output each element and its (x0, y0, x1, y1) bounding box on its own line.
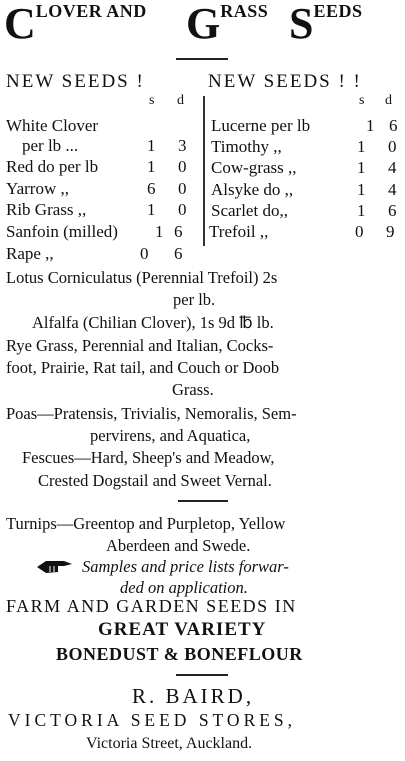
unit-s-left: s (149, 93, 155, 108)
left-item-s: 1 (155, 222, 164, 241)
unit-d-right: d (385, 93, 392, 108)
column-divider (203, 96, 205, 246)
left-item-s: 0 (140, 244, 149, 263)
left-item-name: Rape ,, (6, 244, 54, 263)
bonedust-line: BONEDUST & BONEFLOUR (56, 644, 303, 664)
right-item-name: Cow-grass ,, (211, 158, 297, 177)
title-rule (176, 58, 228, 60)
poas-line-1: Poas—Pratensis, Trivialis, Nemoralis, Sem- (6, 404, 297, 423)
left-item-s: 1 (147, 200, 156, 219)
left-item-d: 0 (178, 157, 187, 176)
farm-garden-line: FARM AND GARDEN SEEDS IN (6, 596, 297, 616)
samples-line-1: Samples and price lists forwar- (82, 557, 289, 576)
title-eeds: EEDS (313, 1, 363, 21)
lotus-line-1: Lotus Corniculatus (Perennial Trefoil) 2s (6, 268, 278, 287)
right-item-name: Timothy ,, (211, 137, 282, 156)
right-item-d: 6 (388, 201, 397, 220)
left-item-name: White Clover (6, 116, 99, 135)
unit-d-left: d (177, 93, 184, 108)
left-item-name: Sanfoin (milled) (6, 222, 118, 241)
fescues-line-2: Crested Dogstail and Sweet Vernal. (38, 471, 272, 490)
right-item-s: 1 (357, 158, 366, 177)
left-item-name: Rib Grass ,, (6, 200, 87, 219)
left-item-d: 6 (174, 222, 183, 241)
right-item-name: Alsyke do ,, (211, 180, 294, 199)
new-seeds-right: NEW SEEDS ! ! (208, 71, 362, 92)
right-item-d: 4 (388, 180, 397, 199)
lotus-line-2: per lb. (173, 290, 216, 309)
right-item-s: 1 (357, 137, 366, 156)
right-item-s: 1 (357, 180, 366, 199)
right-item-name: Trefoil ,, (209, 222, 269, 241)
store-address: Victoria Street, Auckland. (86, 735, 253, 752)
proprietor-name: R. BAIRD, (132, 684, 255, 708)
footer-rule (176, 674, 228, 676)
title-initial-g (186, 2, 268, 46)
right-item-s: 1 (357, 201, 366, 220)
new-seeds-left: NEW SEEDS ! (6, 71, 145, 92)
poas-line-2: pervirens, and Aquatica, (90, 426, 251, 445)
left-item-s: 1 (147, 157, 156, 176)
right-item-d: 6 (389, 116, 398, 135)
masthead-title (4, 2, 147, 46)
title-initial-s (289, 2, 363, 46)
left-item-name: per lb ... (22, 136, 79, 155)
left-item-d: 3 (178, 136, 187, 155)
left-item-d: 0 (178, 179, 187, 198)
title-initial-c: C (4, 0, 36, 48)
left-item-name: Yarrow ,, (6, 179, 69, 198)
right-item-d: 9 (386, 222, 395, 241)
right-item-d: 4 (388, 158, 397, 177)
great-variety-line: GREAT VARIETY (98, 619, 267, 640)
right-item-d: 0 (388, 137, 397, 156)
alfalfa-line: Alfalfa (Chilian Clover), 1s 9d ℔ lb. (32, 313, 274, 332)
fescues-line-1: Fescues—Hard, Sheep's and Meadow, (22, 448, 275, 467)
title-rass: RASS (220, 1, 269, 21)
left-item-d: 6 (174, 244, 183, 263)
store-name: VICTORIA SEED STORES, (8, 710, 297, 730)
right-item-name: Lucerne per lb (211, 116, 311, 135)
right-item-s: 1 (366, 116, 375, 135)
left-item-s: 6 (147, 179, 156, 198)
unit-s-right: s (359, 93, 365, 108)
title-g-letter: G (186, 0, 221, 48)
title-s-letter: S (289, 0, 314, 48)
left-item-s: 1 (147, 136, 156, 155)
left-item-d: 0 (178, 200, 187, 219)
turnips-line-2: Aberdeen and Swede. (106, 536, 251, 555)
samples-line-2: ded on application. (120, 578, 248, 597)
section-rule (178, 500, 228, 502)
right-item-name: Scarlet do,, (211, 201, 288, 220)
title-lover-and: LOVER AND (35, 1, 147, 21)
pointing-hand-icon (36, 558, 74, 576)
rye-line-1: Rye Grass, Perennial and Italian, Cocks- (6, 336, 274, 355)
turnips-line-1: Turnips—Greentop and Purpletop, Yellow (6, 514, 286, 533)
rye-line-3: Grass. (172, 380, 214, 399)
left-item-name: Red do per lb (6, 157, 99, 176)
right-item-s: 0 (355, 222, 364, 241)
rye-line-2: foot, Prairie, Rat tail, and Couch or Doob (6, 358, 280, 377)
